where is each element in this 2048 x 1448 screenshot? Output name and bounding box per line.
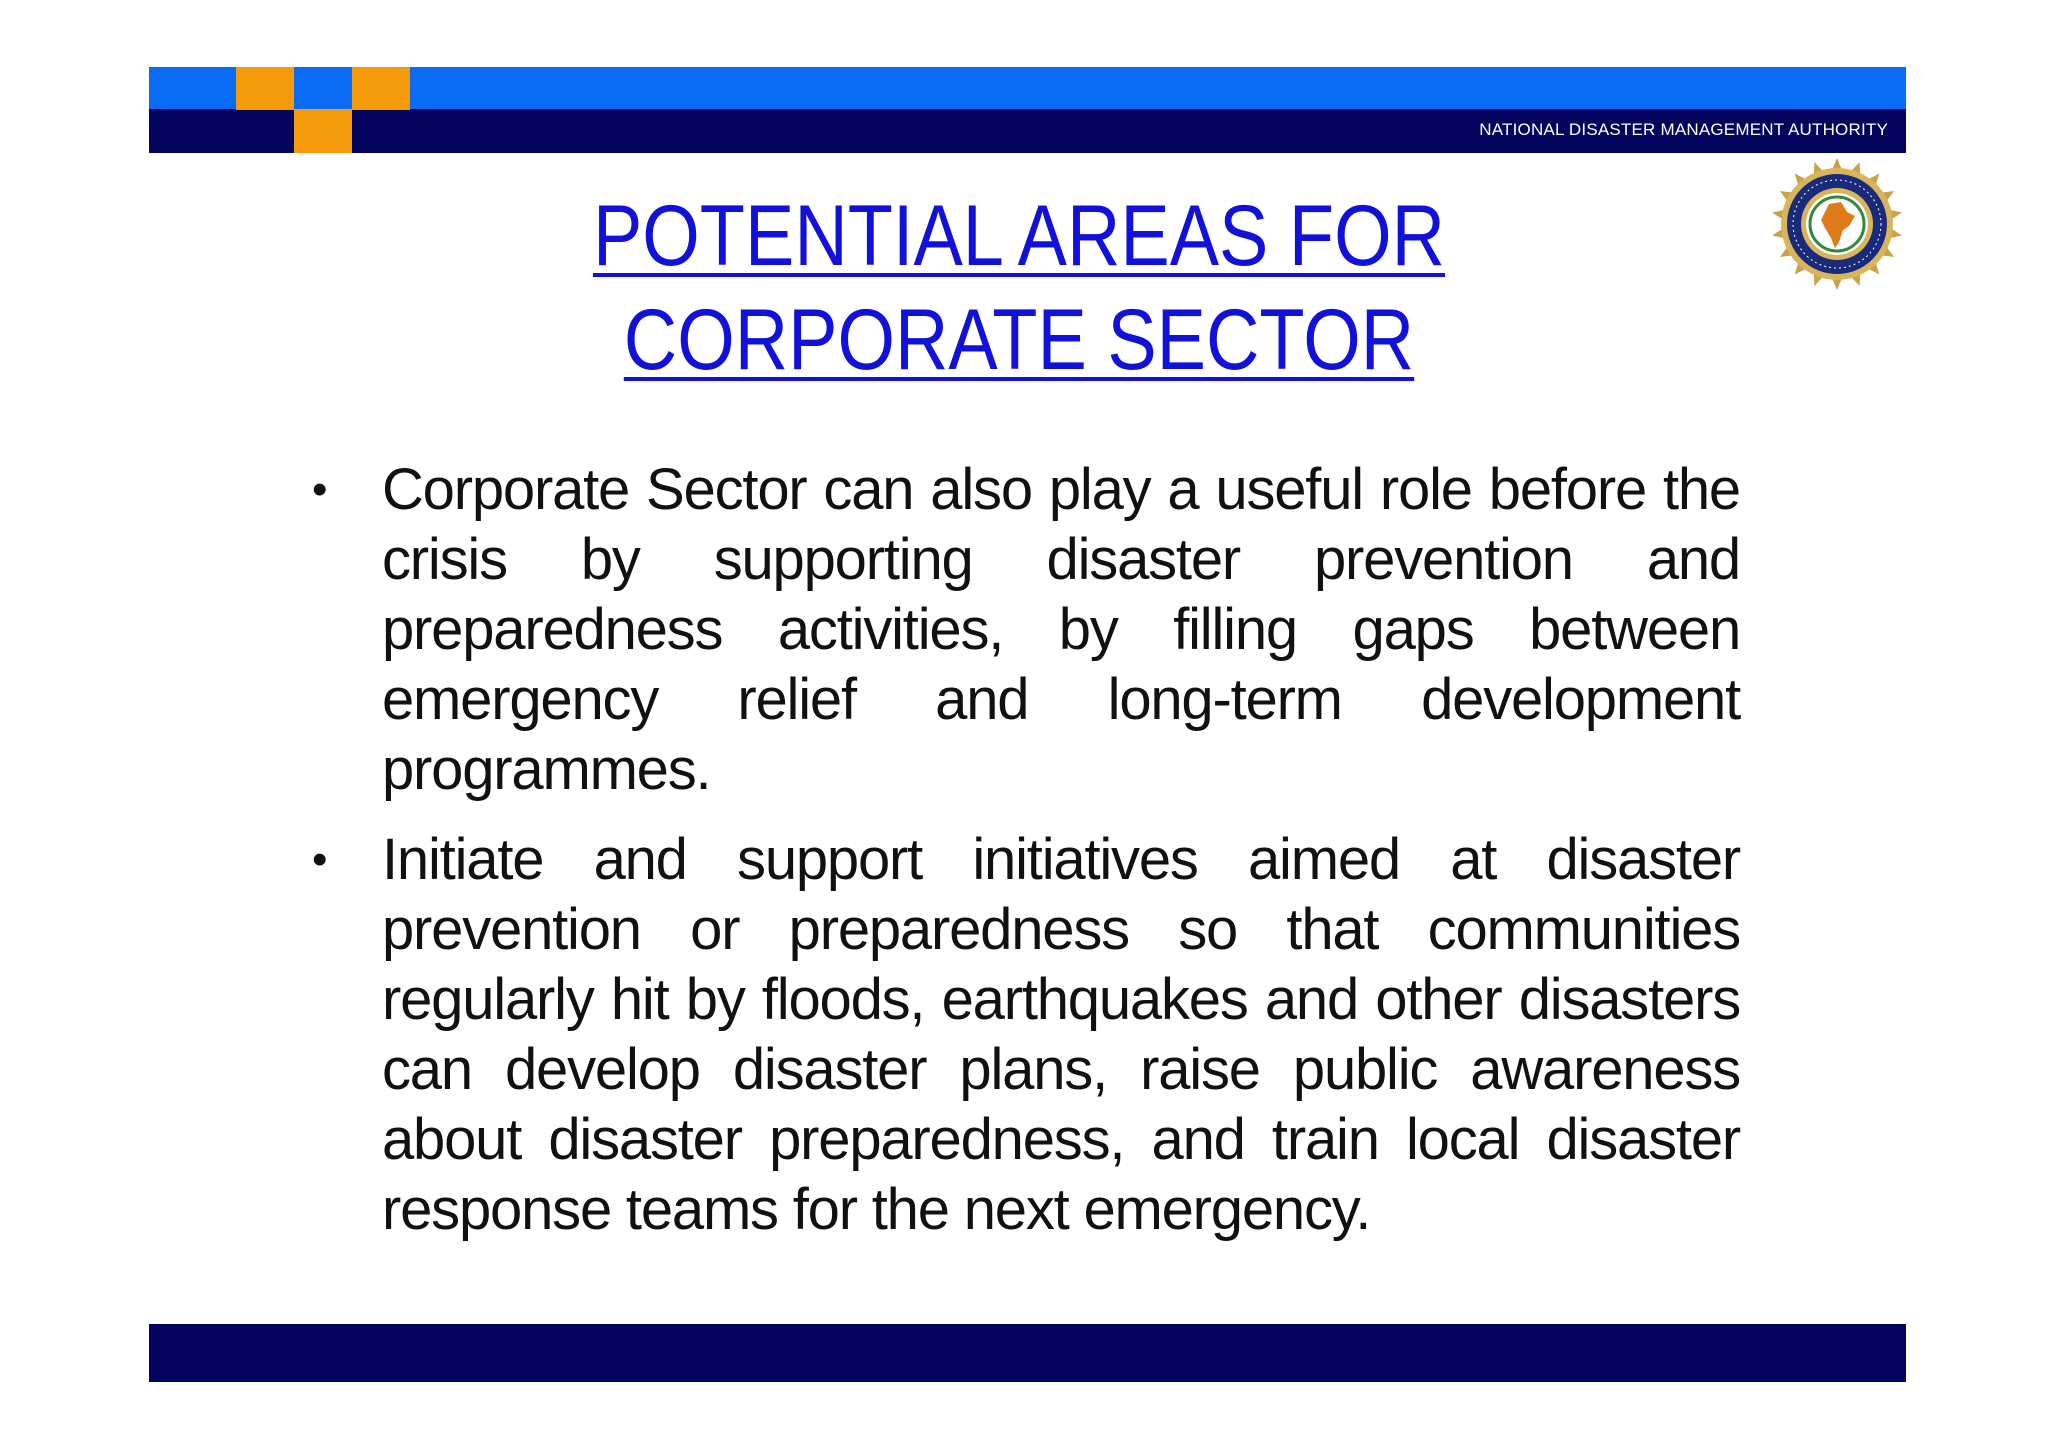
list-item [300,455,1740,805]
bullet-icon: • [312,835,328,884]
footer-band [149,1324,1906,1382]
header-orange-square [294,109,352,153]
title-line-1: POTENTIAL AREAS FOR [592,188,1446,284]
page-title [529,184,1509,392]
ndma-emblem-icon [1770,157,1904,291]
title-line-2: CORPORATE SECTOR [623,292,1415,388]
header-band-top [149,67,1906,109]
bullet-icon: • [312,465,328,514]
bullet-list [300,455,1740,1265]
header-orange-square [236,67,294,110]
header-orange-square [352,67,410,110]
list-item [300,825,1740,1245]
bullet-text: Initiate and support initiatives aimed at disaster prevention or preparedness so that communities regularly hit by floods, earthquakes and other disasters can develop disaster plans, raise public awareness about disaster preparedness, and train local disaster response teams for the next emergency. [382,827,1740,1242]
organization-name: NATIONAL DISASTER MANAGEMENT AUTHORITY [1479,120,1888,139]
bullet-text: Corporate Sector can also play a useful role before the crisis by supporting disaster prevention and preparedness activities, by filling gaps between emergency relief and long-term development programmes. [382,457,1740,802]
